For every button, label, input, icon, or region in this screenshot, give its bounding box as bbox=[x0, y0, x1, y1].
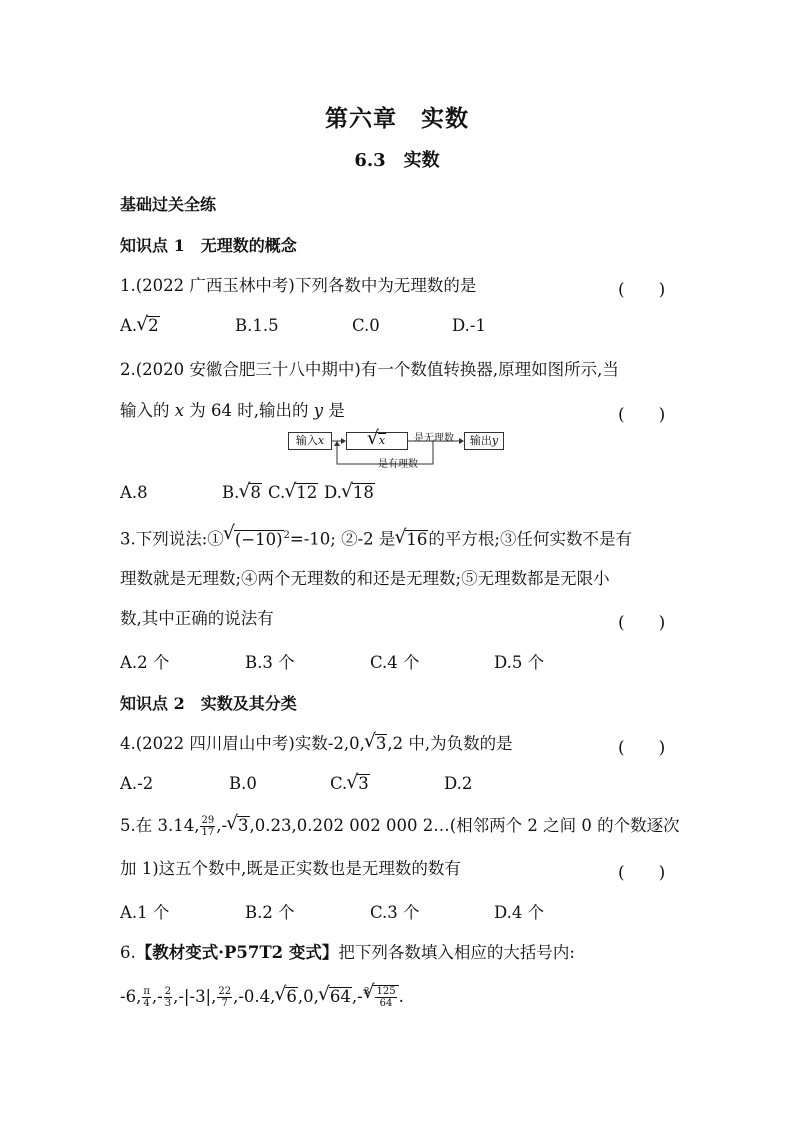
question-2-option-a: A.8 bbox=[120, 483, 148, 502]
question-1-text: 1.(2022 广西玉林中考)下列各数中为无理数的是 bbox=[120, 276, 477, 295]
question-5-option-a: A.1 个 bbox=[120, 903, 170, 922]
question-1-option-d: D.-1 bbox=[452, 316, 486, 335]
knowledge-point-1: 知识点 1 无理数的概念 bbox=[120, 236, 297, 255]
question-4-option-b: B.0 bbox=[229, 774, 257, 793]
question-4-option-d: D.2 bbox=[444, 774, 473, 793]
rational-label: 是有理数 bbox=[378, 459, 418, 470]
question-4-text: 4.(2022 四川眉山中考)实数-2,0,√ 3,2 中,为负数的是 bbox=[120, 734, 513, 754]
question-4-option-c: C.√ 3 bbox=[330, 774, 370, 793]
question-3-line-1: 3.下列说法:①√ $(-10)^2=-10$; ②-2 是√ 16的平方根;③任何实数不是有 bbox=[120, 526, 632, 550]
question-1-answer-blank: ( ) bbox=[618, 280, 666, 300]
question-3-option-a: A.2 个 bbox=[120, 653, 170, 672]
question-2-answer-blank: ( ) bbox=[618, 405, 666, 425]
question-2-option-d: D.√ 18 bbox=[324, 483, 375, 502]
question-2-option-b: B.√ 8 bbox=[222, 483, 262, 502]
question-4-option-a: A.-2 bbox=[120, 774, 154, 793]
sqrt-function-box: √ x bbox=[346, 432, 408, 450]
question-2-option-c: C.√ 12 bbox=[268, 483, 318, 502]
question-5-option-b: B.2 个 bbox=[245, 903, 295, 922]
question-3-option-b: B.3 个 bbox=[245, 653, 295, 672]
converter-diagram bbox=[288, 430, 508, 472]
question-6-line-1: 6.【教材变式·P57T2 变式】把下列各数填入相应的大括号内: bbox=[120, 943, 575, 962]
page-title: 第六章 实数 bbox=[325, 105, 469, 132]
question-3-option-c: C.4 个 bbox=[370, 653, 420, 672]
section-heading: 基础过关全练 bbox=[120, 195, 217, 214]
question-2-line-2: 输入的 x 为 64 时,输出的 y 是 bbox=[120, 401, 345, 420]
question-4-answer-blank: ( ) bbox=[618, 738, 666, 758]
question-5-option-d: D.4 个 bbox=[494, 903, 545, 922]
question-3-option-d: D.5 个 bbox=[494, 653, 545, 672]
question-5-line-2: 加 1)这五个数中,既是正实数也是无理数的数有 bbox=[120, 859, 461, 878]
question-5-answer-blank: ( ) bbox=[618, 863, 666, 883]
question-5-line-1: 5.在 3.14, $\frac{29}{17}$ ,-√ 3,0.23,0.202 002 000 2…(相邻两个 2 之间 0 的个数逐次 bbox=[120, 815, 680, 838]
irrational-label: 是无理数 bbox=[414, 433, 454, 444]
question-3-line-2: 理数就是无理数;④两个无理数的和还是无理数;⑤无理数都是无限小 bbox=[120, 569, 610, 588]
page-subtitle: 6.3 实数 bbox=[354, 150, 440, 171]
question-3-line-3: 数,其中正确的说法有 bbox=[120, 609, 274, 628]
knowledge-point-2: 知识点 2 实数及其分类 bbox=[120, 694, 297, 713]
question-3-answer-blank: ( ) bbox=[618, 613, 666, 633]
question-6-number-list: -6, $\frac{\pi}{4}$ ,- $\frac{2}{3}$ ,-|-3|, $\frac{22}{7}$ ,-0.4,√ 6,0,√ 64,-$^3$ √ $\frac{125}{64}$ . bbox=[120, 982, 404, 1009]
question-2-line-1: 2.(2020 安徽合肥三十八中期中)有一个数值转换器,原理如图所示,当 bbox=[120, 360, 619, 379]
input-box: 输入x bbox=[288, 432, 332, 450]
question-1-option-b: B.1.5 bbox=[235, 316, 279, 335]
question-1-option-c: C.0 bbox=[352, 316, 380, 335]
output-box: 输出y bbox=[464, 432, 504, 450]
question-1-option-a: A.√ 2 bbox=[120, 316, 160, 335]
textbook-variant-tag: 【教材变式·P57T2 变式】 bbox=[135, 943, 339, 962]
question-5-option-c: C.3 个 bbox=[370, 903, 420, 922]
